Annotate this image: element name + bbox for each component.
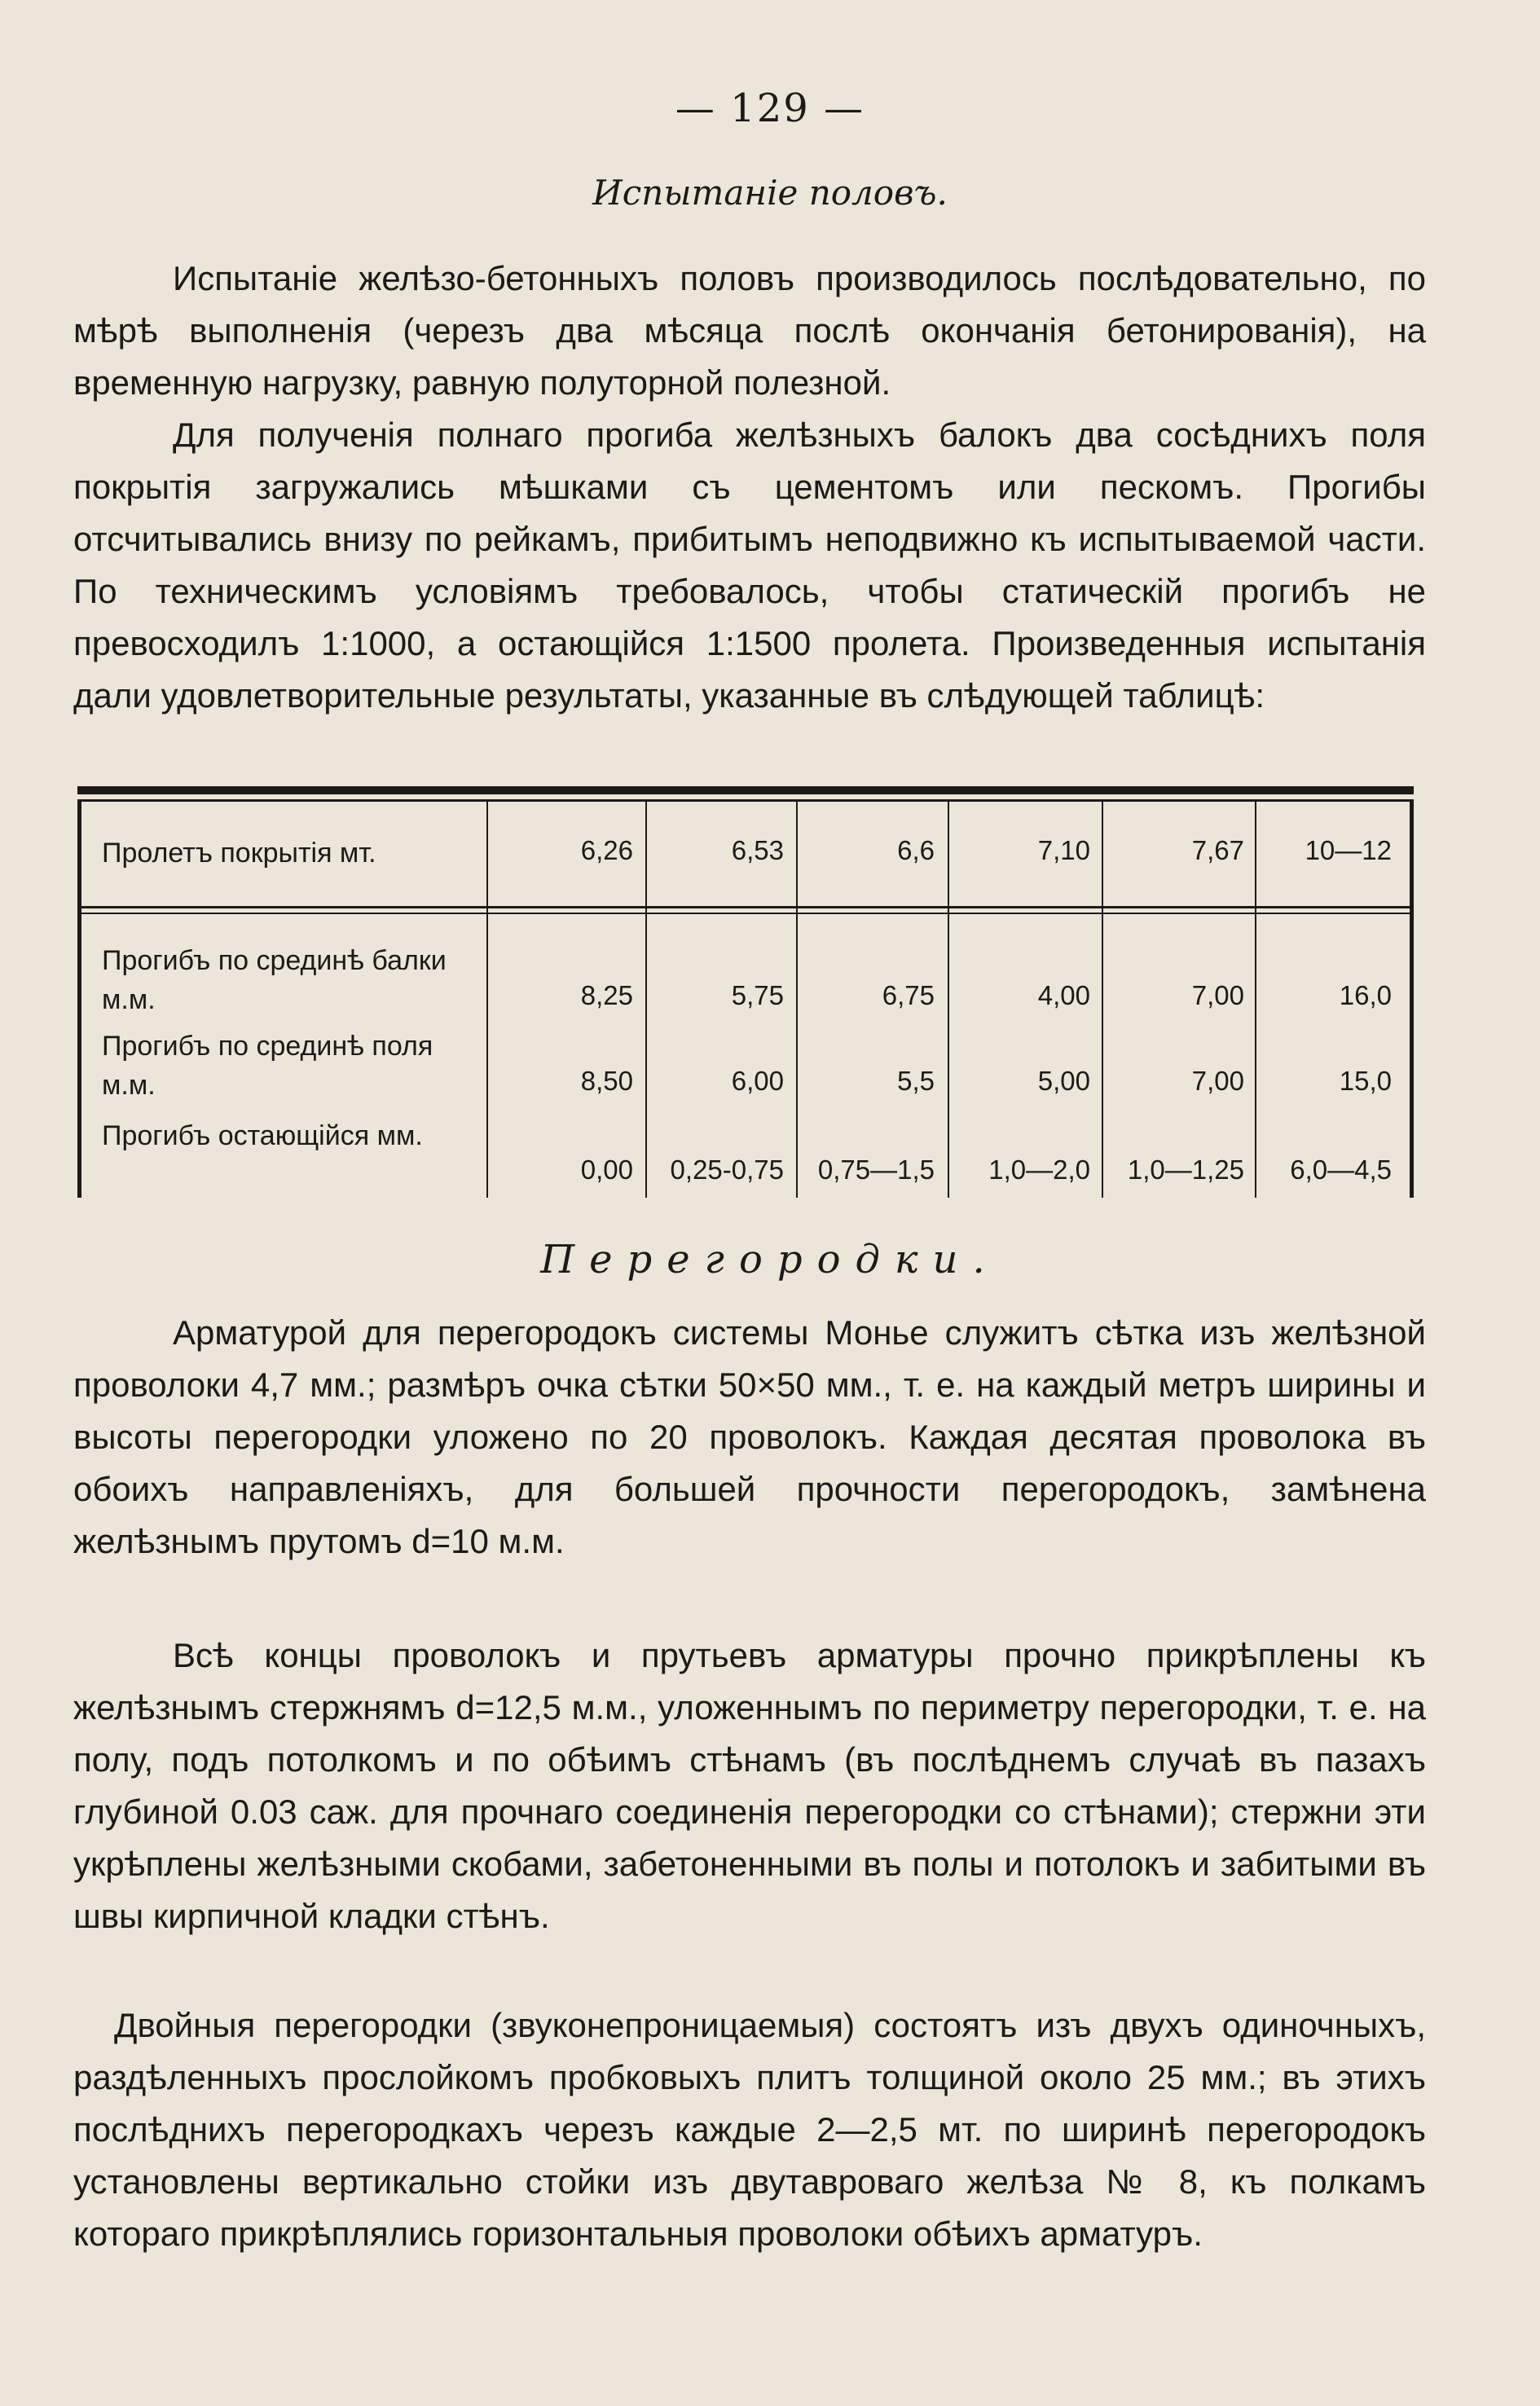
table-divider <box>1102 802 1103 1198</box>
table-cell: 5,75 <box>731 980 784 1010</box>
page-number: — 129 — <box>675 86 865 131</box>
table-cell: 0,75—1,5 <box>817 1155 935 1185</box>
table-border-left <box>77 802 81 1198</box>
table-cell: 4,00 <box>1037 980 1090 1010</box>
table-header-cell: 6,6 <box>897 835 935 865</box>
table-header-cell: 6,26 <box>580 835 633 865</box>
table-header-cell: 7,10 <box>1037 835 1090 865</box>
table-header-cell: 10—12 <box>1305 835 1392 865</box>
paragraph-partition-armature: Арматурой для перегородокъ системы Монье служитъ сѣтка изъ желѣзной проволоки 4,7 мм.; размѣръ очка сѣтки 50×50 мм., т. е. на каждый метръ ширины и высоты перегородки уложено по 20 проволокъ. Каждая десятая проволока въ обоихъ направленіяхъ, для большей прочности перегородокъ, замѣнена желѣзнымъ прутомъ d=10 м.м. <box>73 1313 1426 1560</box>
table-cell: 16,0 <box>1339 980 1392 1010</box>
table-rule-top-thin <box>77 799 1414 802</box>
table-rule-header <box>77 906 1414 908</box>
section-title-floor-testing: Испытаніе половъ. <box>592 173 948 213</box>
table-row-label: Прогибъ по срединѣ поля м.м. <box>102 1031 433 1101</box>
table-divider <box>948 802 949 1198</box>
table-divider <box>486 802 488 1198</box>
table-border-right <box>1410 802 1414 1198</box>
table-cell: 1,0—2,0 <box>988 1155 1090 1185</box>
table-cell: 15,0 <box>1339 1066 1392 1096</box>
table-cell: 8,50 <box>580 1066 633 1096</box>
table-row-label: Прогибъ по срединѣ балки м.м. <box>102 945 447 1015</box>
paragraph-partition-fastening: Всѣ концы проволокъ и прутьевъ арматуры прочно прикрѣплены къ желѣзнымъ стержнямъ d=12,5 м.м., уложеннымъ по периметру перегородки, т. е. на полу, подъ потолкомъ и по обѣимъ стѣнамъ (въ послѣднемъ случаѣ въ пазахъ глубиной 0.03 саж. для прочнаго соединенія перегородки со стѣнами); стержни эти укрѣплены желѣзными скобами, забетоненными въ полы и потолокъ и забитыми въ швы кирпичной кладки стѣнъ. <box>73 1636 1426 1935</box>
table-cell: 0,00 <box>580 1155 633 1185</box>
table-cell: 0,25-0,75 <box>670 1155 784 1185</box>
table-cell: 5,5 <box>897 1066 935 1096</box>
table-divider <box>796 802 798 1198</box>
table-header-cell: 6,53 <box>731 835 784 865</box>
table-cell: 6,00 <box>731 1066 784 1096</box>
table-cell: 5,00 <box>1037 1066 1090 1096</box>
table-header-label: Пролетъ покрытія мт. <box>102 838 376 869</box>
table-cell: 6,0—4,5 <box>1290 1155 1392 1185</box>
deflection-table <box>77 786 1414 1198</box>
table-divider <box>645 802 647 1198</box>
table-cell: 7,00 <box>1191 980 1244 1010</box>
paragraph-double-partitions: Двойныя перегородки (звуконепроницаемыя) состоятъ изъ двухъ одиночныхъ, раздѣленныхъ прослойкомъ пробковыхъ плитъ толщиной около 25 мм.; въ этихъ послѣднихъ перегородкахъ черезъ каждые 2—2,5 мт. по ширинѣ перегородокъ установлены вертикально стойки изъ двутавроваго желѣза № 8, къ полкамъ котораго прикрѣплялись горизонтальныя проволоки обѣихъ арматуръ. <box>73 2006 1426 2253</box>
table-cell: 6,75 <box>882 980 935 1010</box>
table-cell: 1,0—1,25 <box>1127 1155 1244 1185</box>
table-cell: 7,00 <box>1191 1066 1244 1096</box>
table-row-label: Прогибъ остающійся мм. <box>102 1120 423 1151</box>
paragraph-floor-testing-intro: Испытаніе желѣзо-бетонныхъ половъ производилось послѣдовательно, по мѣрѣ выполненія (черезъ два мѣсяца послѣ окончанія бетонированія), на временную нагрузку, равную полуторной полезной. <box>73 259 1426 402</box>
paragraph-deflection-method: Для полученія полнаго прогиба желѣзныхъ балокъ два сосѣднихъ поля покрытія загружались мѣшками съ цементомъ или пескомъ. Прогибы отсчитывались внизу по рейкамъ, прибитымъ неподвижно къ испытываемой части. По техническимъ условіямъ требовалось, чтобы статическій прогибъ не превосходилъ 1:1000, а остающійся 1:1500 пролета. Произведенныя испытанія дали удовлетворительные результаты, указанные въ слѣдующей таблицѣ: <box>73 416 1426 715</box>
section-title-partitions: Перегородки. <box>540 1237 1000 1282</box>
table-header-cell: 7,67 <box>1191 835 1244 865</box>
table-cell: 8,25 <box>580 980 633 1010</box>
table-rule-top <box>77 786 1414 794</box>
table-divider <box>1255 802 1256 1198</box>
table-rule-header-thin <box>77 913 1414 914</box>
